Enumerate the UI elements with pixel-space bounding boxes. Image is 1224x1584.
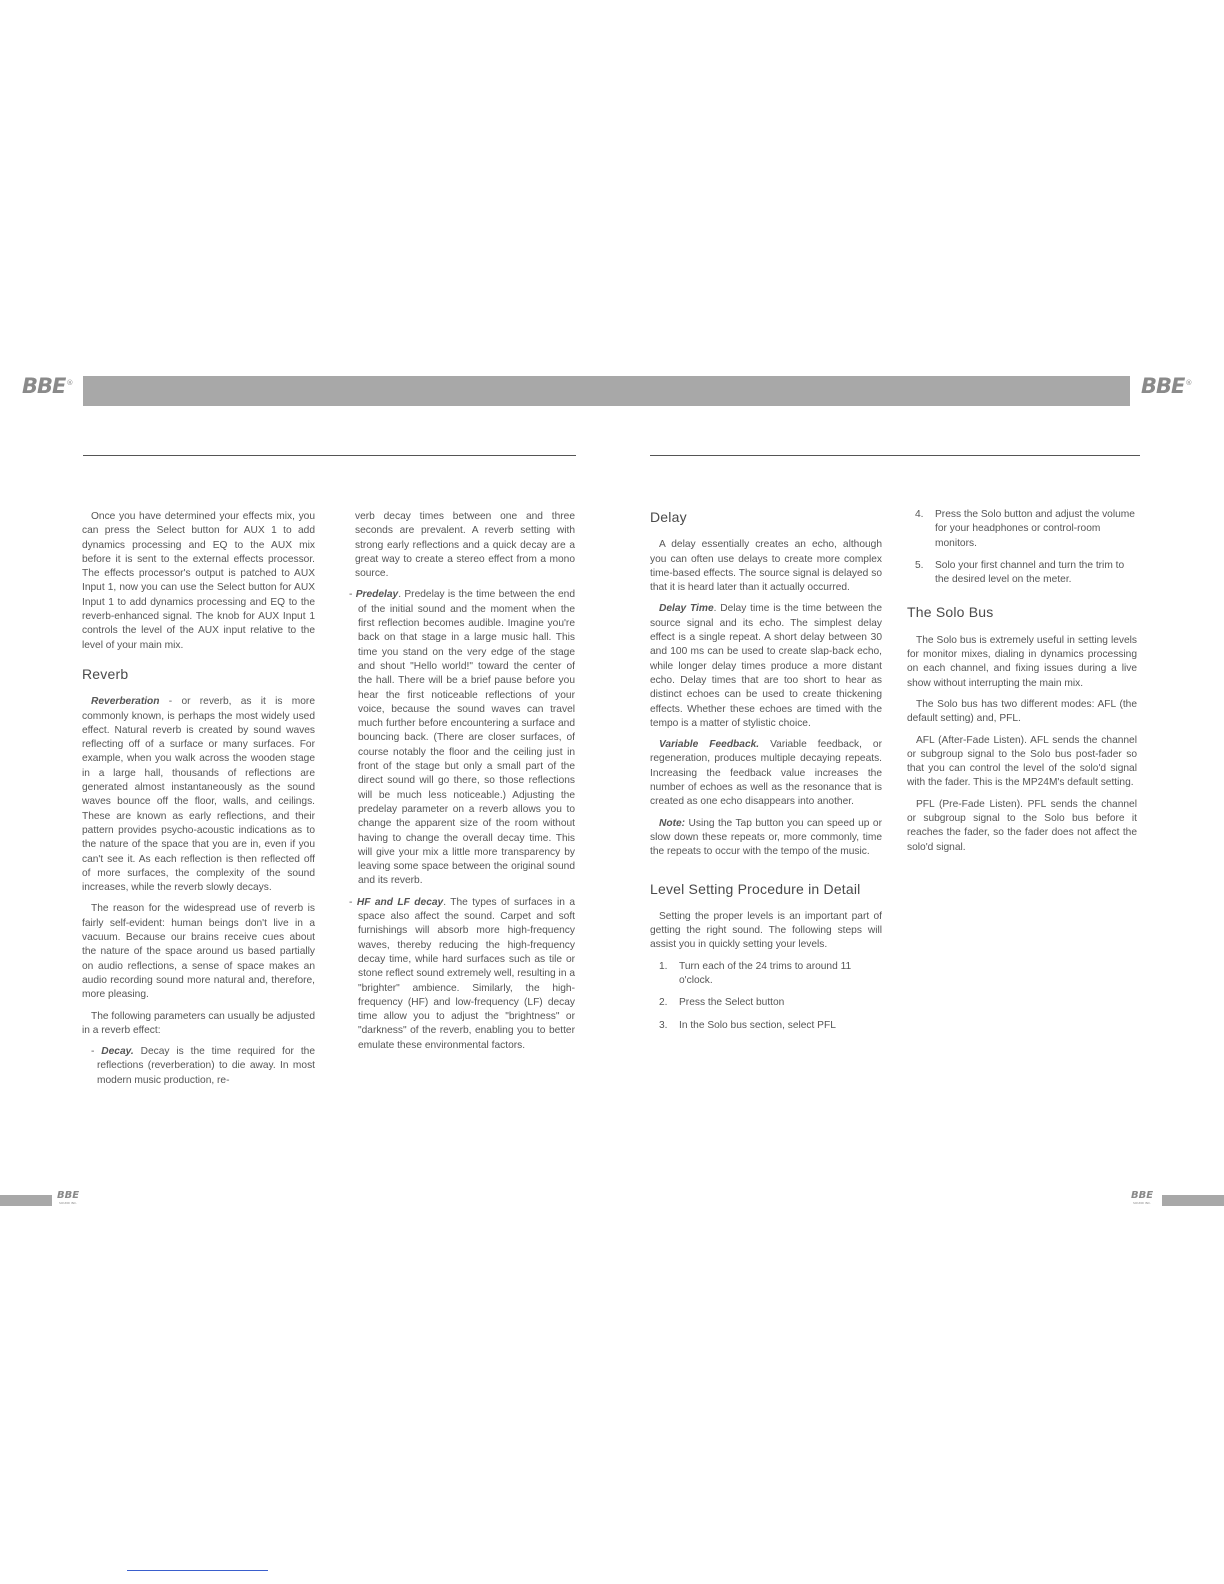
hf-lf-decay-term: HF and LF decay bbox=[356, 896, 444, 908]
footer-logo-sub: SOUND INC. bbox=[58, 1201, 78, 1205]
step-number: 2. bbox=[659, 997, 668, 1009]
hf-lf-decay-item bbox=[349, 896, 575, 1053]
variable-feedback-paragraph bbox=[650, 738, 882, 809]
footer-bar-right bbox=[1162, 1195, 1224, 1206]
bullet-dash: - bbox=[91, 1046, 102, 1058]
solo-paragraph-2: The Solo bus has two different modes: AFL (the default setting) and, PFL. bbox=[907, 698, 1137, 725]
right-page-rule bbox=[650, 455, 1140, 456]
solo-bus-heading: The Solo Bus bbox=[907, 604, 994, 621]
step-number: 5. bbox=[915, 559, 924, 571]
footer-logo-sub: SOUND INC. bbox=[1132, 1201, 1152, 1205]
logo-text: BBE bbox=[22, 374, 66, 398]
bullet-dash: - bbox=[349, 896, 357, 908]
hf-lf-decay-text: . The types of surfaces in a space also affect the sound. Carpet and soft furnishings will absorb more high-frequency waves, thereby reducing the high-frequency decay time, while hard surfaces such as tile or stone reflect sound extremely well, resulting in a "brighter" ambience. Similarly, the high-frequency (HF) and low-frequency (LF) decay time allow you to adjust the "brightness" or "darkness" of the reverb, enabling you to better emulate these environmental factors. bbox=[358, 896, 575, 1051]
delay-time-paragraph bbox=[650, 602, 882, 731]
decay-item bbox=[82, 1045, 315, 1088]
decay-term: Decay. bbox=[101, 1046, 134, 1058]
step-number: 4. bbox=[915, 509, 924, 520]
step-text: Press the Solo button and adjust the volume for your headphones or control-room monitors. bbox=[935, 509, 1135, 549]
bbe-logo-right bbox=[1141, 374, 1191, 398]
reverb-term: Reverberation bbox=[91, 696, 160, 708]
step-text: In the Solo bus section, select PFL bbox=[679, 1019, 836, 1031]
step-text: Solo your first channel and turn the trim to the desired level on the meter. bbox=[935, 559, 1125, 586]
left-page-rule bbox=[83, 455, 576, 456]
variable-feedback-term: Variable Feedback. bbox=[659, 739, 760, 751]
registered-mark: ® bbox=[1185, 379, 1192, 387]
level-setting-heading: Level Setting Procedure in Detail bbox=[650, 880, 861, 897]
reverb-heading: Reverb bbox=[82, 665, 129, 682]
steps-list-1 bbox=[650, 960, 882, 1033]
footer-bar-left bbox=[0, 1195, 52, 1206]
decay-text: Decay is the time required for the reflections (reverberation) to die away. In most modern music production, re- bbox=[97, 1046, 315, 1086]
solo-paragraph-4: PFL (Pre-Fade Listen). PFL sends the channel or subgroup signal to the Solo bus before it reaches the fader, so the fader does not affect the solo'd signal. bbox=[907, 798, 1137, 853]
footer-logo-right bbox=[1131, 1191, 1153, 1205]
header-bar bbox=[83, 376, 1130, 406]
predelay-item bbox=[349, 588, 575, 888]
predelay-text: . Predelay is the time between the end of the initial sound and the moment when the first reflection becomes audible. Imagine you're back on that stage in a large music hall. This time you stand on the very edge of the stage and shout "Hello world!" toward the center of the hall. There will be a brief pause before you hear the first noticeable reflections of your voice, because the sound waves can travel much further before encountering a surface and bouncing back. (There are closer surfaces, of course notably the floor and the ceiling just in front of the stage but only a small part of the direct sound will go there, so those reflections will be much less noticeable.) Adjusting the predelay parameter on a reverb allows you to change the apparent size of the room without having to change the overall decay time. This will give your mix a little more transparency by leaving some space between the original sound and its reverb. bbox=[358, 589, 575, 887]
step-item bbox=[659, 996, 882, 1010]
column-1 bbox=[82, 510, 315, 1095]
column-3 bbox=[650, 510, 882, 1041]
column-4 bbox=[907, 508, 1137, 862]
bbe-logo-left bbox=[22, 374, 72, 398]
variable-feedback-text: Variable feedback, or regeneration, produces multiple decaying repeats. Increasing the feedback value increases the number of echoes as well as the resonance that is created as one echo disappears into another. bbox=[650, 739, 882, 808]
delay-paragraph-1: A delay essentially creates an echo, although you can often use delays to create more complex time-based effects. The source signal is delayed so that it is heard later than it actually occurred. bbox=[650, 539, 882, 594]
decay-continued: verb decay times between one and three seconds are prevalent. A reverb setting with strong early reflections and a quick decay are a great way to create a stereo effect from a mono source. bbox=[355, 511, 575, 580]
solo-paragraph-3: AFL (After-Fade Listen). AFL sends the channel or subgroup signal to the Solo bus post-fader so that you can control the level of the solo'd signal with the fader. This is the MP24M's default setting. bbox=[907, 734, 1137, 789]
predelay-term: Predelay bbox=[355, 589, 399, 601]
delay-time-text: . Delay time is the time between the source signal and its echo. The simplest delay effect is a single repeat. A short delay between 30 and 100 ms can be used to create slap-back echo, while longer delay times produce a more distant echo. Delay times that are too short to hear as distinct echoes can be used to create thickening effects. Whether these echoes are timed with the tempo is a matter of stylistic choice. bbox=[650, 603, 882, 729]
step-item bbox=[659, 1019, 882, 1033]
step-number: 1. bbox=[659, 960, 668, 972]
column-2 bbox=[349, 510, 575, 1060]
steps-list-2 bbox=[907, 508, 1137, 587]
solo-paragraph-1: The Solo bus is extremely useful in setting levels for monitor mixes, dialing in dynamics processing on each channel, and fixing issues during a live show without interrupting the main mix. bbox=[907, 634, 1137, 689]
note-text: Using the Tap button you can speed up or slow down these repeats or, more commonly, time the repeats to occur with the tempo of the music. bbox=[650, 817, 882, 858]
intro-paragraph: Once you have determined your effects mix, you can press the Select button for AUX 1 to add dynamics processing and EQ to the AUX mix before it is sent to the external effects processor. The effects processor's output is patched to AUX Input 1, now you can use the Select button for AUX Input 1 to add dynamics processing and EQ to the reverb-enhanced signal. The knob for AUX Input 1 controls the level of the AUX input relative to the level of your main mix. bbox=[82, 511, 315, 651]
note-paragraph bbox=[650, 817, 882, 860]
footer-logo-left bbox=[57, 1191, 79, 1205]
reverb-paragraph-1 bbox=[82, 695, 315, 895]
footer-logo-text: BBE bbox=[57, 1190, 80, 1201]
registered-mark: ® bbox=[66, 379, 73, 387]
step-text: Turn each of the 24 trims to around 11 o'clock. bbox=[679, 960, 852, 987]
link-underline bbox=[127, 1570, 268, 1571]
level-setting-paragraph: Setting the proper levels is an important part of getting the right sound. The following steps will assist you in quickly setting your levels. bbox=[650, 910, 882, 951]
step-number: 3. bbox=[659, 1019, 668, 1031]
delay-time-term: Delay Time bbox=[659, 603, 714, 615]
reverb-text: - or reverb, as it is more commonly known, is perhaps the most widely used effect. Natural reverb is created by sound waves reflecting off of a surface or many surfaces. For example, when you walk across the wooden stage in a large hall, thousands of reflections are generated almost instantaneously as the sound waves bounce off the floor, walls, and ceilings. These are known as early reflections, and their pattern provides psycho-acoustic indications as to the nature of the space that you are in, even if you can't see it. As each reflection is then reflected off of more surfaces, the complexity of the sound increases, while the reverb slowly decays. bbox=[82, 696, 315, 894]
note-term: Note: bbox=[659, 817, 686, 829]
footer-logo-text: BBE bbox=[1131, 1190, 1154, 1201]
step-item bbox=[915, 559, 1137, 588]
step-item bbox=[915, 508, 1137, 551]
delay-heading: Delay bbox=[650, 509, 687, 525]
step-item bbox=[659, 960, 882, 989]
logo-text: BBE bbox=[1141, 374, 1185, 398]
bullet-dash: - bbox=[349, 589, 356, 601]
step-text: Press the Select button bbox=[679, 997, 785, 1009]
reverb-paragraph-2: The reason for the widespread use of reverb is fairly self-evident: human beings don't live in a vacuum. Because our brains receive cues about the nature of the space around us based partially on audio reflections, a sense of space makes an audio recording sound more natural and, therefore, more pleasing. bbox=[82, 903, 315, 1001]
reverb-paragraph-3: The following parameters can usually be adjusted in a reverb effect: bbox=[82, 1010, 315, 1036]
